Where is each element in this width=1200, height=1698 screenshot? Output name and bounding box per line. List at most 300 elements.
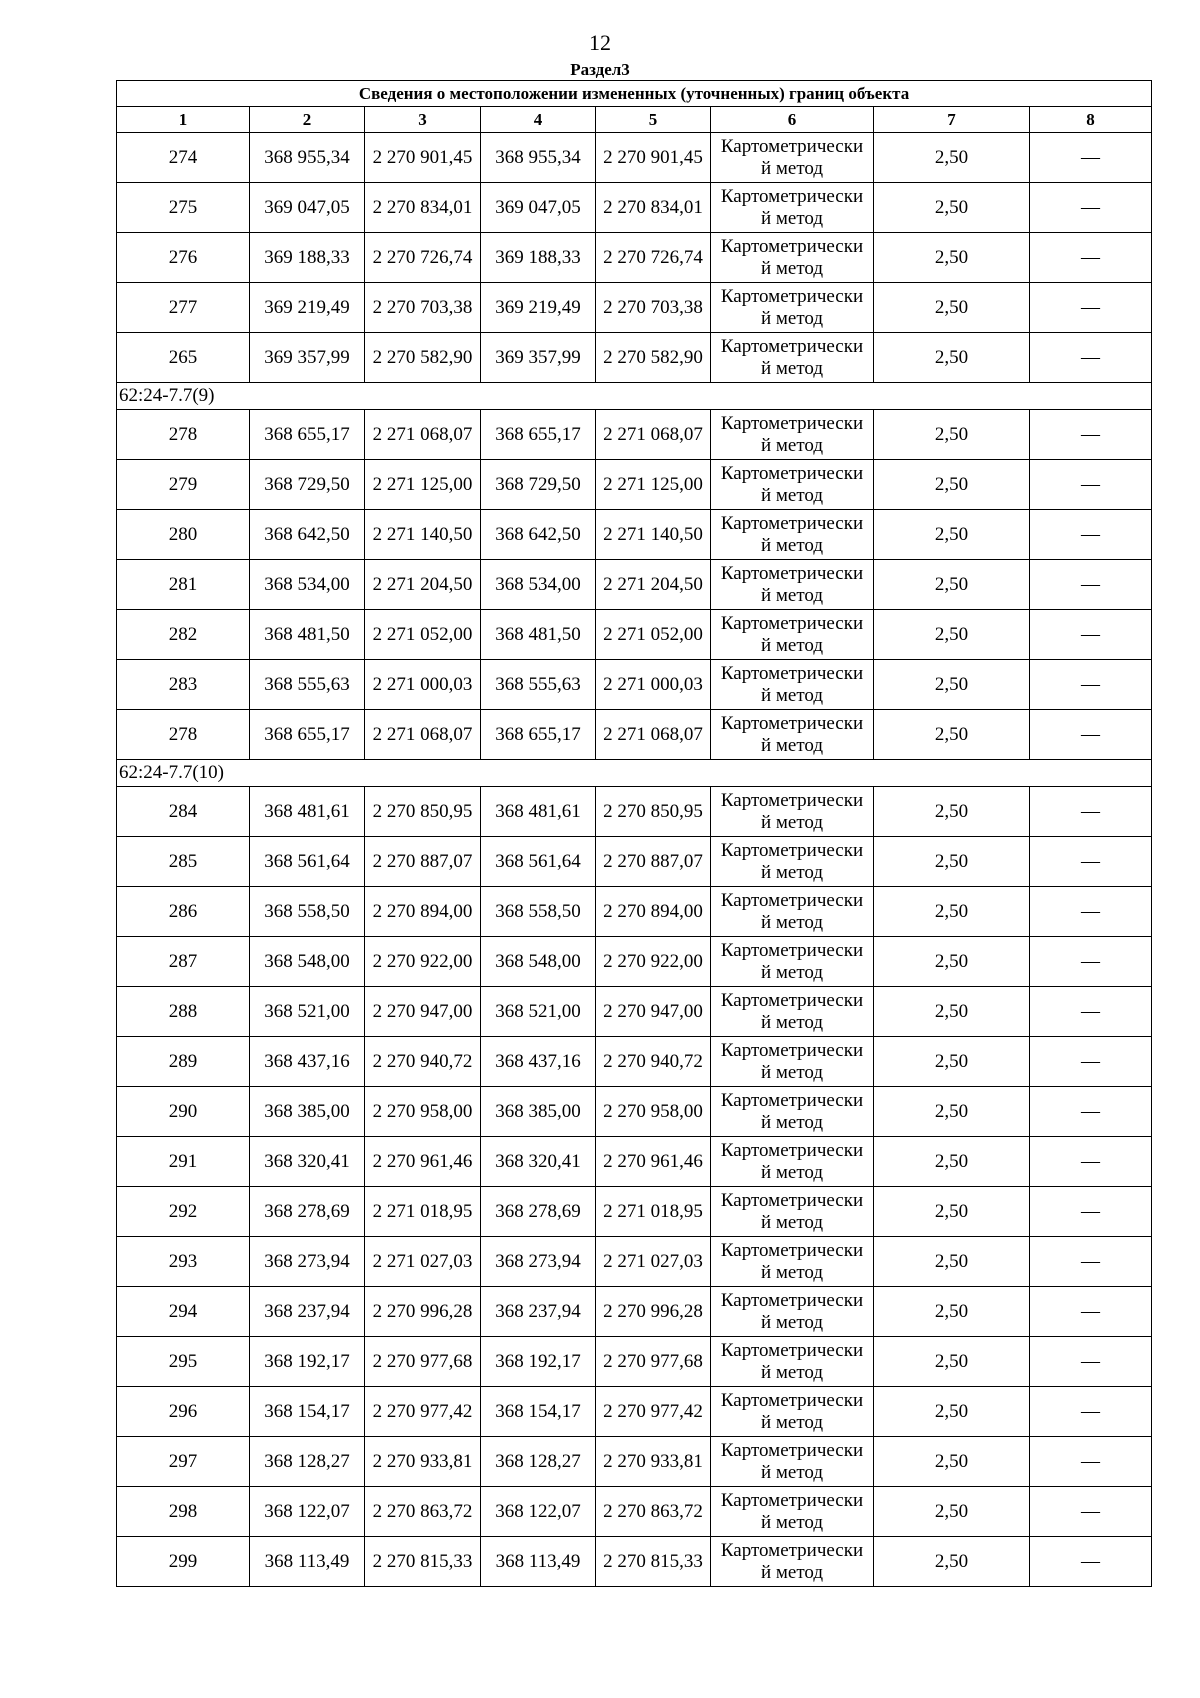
y-existing-cell: 2 270 726,74	[365, 233, 481, 283]
x-existing-cell: 368 437,16	[250, 1037, 365, 1087]
y-existing-cell: 2 270 922,00	[365, 937, 481, 987]
x-existing-cell: 368 113,49	[250, 1537, 365, 1587]
x-existing-cell: 368 154,17	[250, 1387, 365, 1437]
point-number-cell: 291	[117, 1137, 250, 1187]
x-existing-cell: 368 192,17	[250, 1337, 365, 1387]
page-number: 12	[589, 30, 611, 55]
y-new-cell: 2 271 000,03	[596, 660, 711, 710]
table-caption: Сведения о местоположении измененных (уточненных) границ объекта	[117, 81, 1152, 107]
y-existing-cell: 2 271 068,07	[365, 410, 481, 460]
note-cell: —	[1030, 1237, 1152, 1287]
accuracy-cell: 2,50	[874, 183, 1030, 233]
column-number-3: 3	[365, 107, 481, 133]
method-text-line1: Картометрически	[720, 1039, 864, 1061]
accuracy-cell: 2,50	[874, 1337, 1030, 1387]
y-new-cell: 2 270 815,33	[596, 1537, 711, 1587]
y-new-cell: 2 270 958,00	[596, 1087, 711, 1137]
y-new-cell: 2 270 933,81	[596, 1437, 711, 1487]
method-text-line2: й метод	[760, 1411, 824, 1433]
x-existing-cell: 368 320,41	[250, 1137, 365, 1187]
table-row	[117, 1487, 1152, 1537]
method-text-line2: й метод	[760, 534, 824, 556]
point-number-cell: 265	[117, 333, 250, 383]
method-text-line2: й метод	[760, 257, 824, 279]
note-cell: —	[1030, 1387, 1152, 1437]
x-new-cell: 368 278,69	[481, 1187, 596, 1237]
method-text-line2: й метод	[760, 734, 824, 756]
method-cell	[711, 133, 874, 183]
y-new-cell: 2 271 068,07	[596, 710, 711, 760]
y-new-cell: 2 270 977,42	[596, 1387, 711, 1437]
point-number-cell: 299	[117, 1537, 250, 1587]
x-existing-cell: 368 278,69	[250, 1187, 365, 1237]
method-cell	[711, 660, 874, 710]
note-cell: —	[1030, 1037, 1152, 1087]
method-cell	[711, 283, 874, 333]
method-text-line1: Картометрически	[720, 989, 864, 1011]
y-existing-cell: 2 270 815,33	[365, 1537, 481, 1587]
x-existing-cell: 368 955,34	[250, 133, 365, 183]
y-existing-cell: 2 271 068,07	[365, 710, 481, 760]
note-cell: —	[1030, 1137, 1152, 1187]
note-cell: —	[1030, 233, 1152, 283]
y-new-cell: 2 270 940,72	[596, 1037, 711, 1087]
accuracy-cell: 2,50	[874, 1187, 1030, 1237]
note-cell: —	[1030, 1187, 1152, 1237]
method-text-line1: Картометрически	[720, 135, 864, 157]
method-text-line1: Картометрически	[720, 1439, 864, 1461]
y-existing-cell: 2 271 204,50	[365, 560, 481, 610]
y-new-cell: 2 270 996,28	[596, 1287, 711, 1337]
method-cell	[711, 1337, 874, 1387]
y-existing-cell: 2 270 703,38	[365, 283, 481, 333]
x-new-cell: 368 385,00	[481, 1087, 596, 1137]
table-row	[117, 560, 1152, 610]
x-new-cell: 369 047,05	[481, 183, 596, 233]
x-existing-cell: 369 047,05	[250, 183, 365, 233]
accuracy-cell: 2,50	[874, 837, 1030, 887]
point-number-cell: 294	[117, 1287, 250, 1337]
y-existing-cell: 2 270 582,90	[365, 333, 481, 383]
method-text-line2: й метод	[760, 1061, 824, 1083]
x-existing-cell: 368 385,00	[250, 1087, 365, 1137]
x-new-cell: 368 729,50	[481, 460, 596, 510]
method-cell	[711, 1087, 874, 1137]
point-number-cell: 278	[117, 710, 250, 760]
method-cell	[711, 1537, 874, 1587]
accuracy-cell: 2,50	[874, 233, 1030, 283]
x-new-cell: 368 437,16	[481, 1037, 596, 1087]
contour-label: 62:24-7.7(10)	[117, 760, 1152, 787]
accuracy-cell: 2,50	[874, 660, 1030, 710]
note-cell: —	[1030, 837, 1152, 887]
x-new-cell: 368 558,50	[481, 887, 596, 937]
y-existing-cell: 2 270 887,07	[365, 837, 481, 887]
table-row	[117, 660, 1152, 710]
x-new-cell: 368 955,34	[481, 133, 596, 183]
x-new-cell: 368 192,17	[481, 1337, 596, 1387]
accuracy-cell: 2,50	[874, 1037, 1030, 1087]
note-cell: —	[1030, 937, 1152, 987]
table-row	[117, 987, 1152, 1037]
point-number-cell: 293	[117, 1237, 250, 1287]
column-number-7: 7	[874, 107, 1030, 133]
method-text-line2: й метод	[760, 1161, 824, 1183]
table-row	[117, 1087, 1152, 1137]
method-text-line1: Картометрически	[720, 1489, 864, 1511]
note-cell: —	[1030, 1487, 1152, 1537]
x-new-cell: 368 237,94	[481, 1287, 596, 1337]
method-text-line1: Картометрически	[720, 235, 864, 257]
method-cell	[711, 710, 874, 760]
method-cell	[711, 1437, 874, 1487]
x-new-cell: 368 642,50	[481, 510, 596, 560]
note-cell: —	[1030, 887, 1152, 937]
column-number-2: 2	[250, 107, 365, 133]
method-cell	[711, 233, 874, 283]
table-row	[117, 1237, 1152, 1287]
y-new-cell: 2 270 887,07	[596, 837, 711, 887]
y-existing-cell: 2 270 894,00	[365, 887, 481, 937]
method-text-line1: Картометрически	[720, 889, 864, 911]
method-text-line2: й метод	[760, 861, 824, 883]
note-cell: —	[1030, 183, 1152, 233]
method-text-line1: Картометрически	[720, 839, 864, 861]
method-text-line2: й метод	[760, 811, 824, 833]
y-existing-cell: 2 270 958,00	[365, 1087, 481, 1137]
table-row	[117, 410, 1152, 460]
contour-group-row	[117, 760, 1152, 787]
accuracy-cell: 2,50	[874, 133, 1030, 183]
x-new-cell: 368 320,41	[481, 1137, 596, 1187]
note-cell: —	[1030, 133, 1152, 183]
x-new-cell: 368 555,63	[481, 660, 596, 710]
x-new-cell: 368 273,94	[481, 1237, 596, 1287]
method-text-line1: Картометрически	[720, 1389, 864, 1411]
y-existing-cell: 2 271 052,00	[365, 610, 481, 660]
accuracy-cell: 2,50	[874, 937, 1030, 987]
method-cell	[711, 1187, 874, 1237]
y-new-cell: 2 270 703,38	[596, 283, 711, 333]
point-number-cell: 281	[117, 560, 250, 610]
method-text-line1: Картометрически	[720, 712, 864, 734]
point-number-cell: 285	[117, 837, 250, 887]
column-number-row	[117, 107, 1152, 133]
x-existing-cell: 368 555,63	[250, 660, 365, 710]
x-existing-cell: 368 122,07	[250, 1487, 365, 1537]
x-new-cell: 368 655,17	[481, 410, 596, 460]
point-number-cell: 298	[117, 1487, 250, 1537]
y-new-cell: 2 270 582,90	[596, 333, 711, 383]
point-number-cell: 290	[117, 1087, 250, 1137]
point-number-cell: 297	[117, 1437, 250, 1487]
point-number-cell: 286	[117, 887, 250, 937]
method-text-line2: й метод	[760, 584, 824, 606]
point-number-cell: 280	[117, 510, 250, 560]
x-existing-cell: 369 357,99	[250, 333, 365, 383]
x-existing-cell: 368 481,50	[250, 610, 365, 660]
x-existing-cell: 368 548,00	[250, 937, 365, 987]
note-cell: —	[1030, 1337, 1152, 1387]
method-text-line1: Картометрически	[720, 562, 864, 584]
table-row	[117, 937, 1152, 987]
x-new-cell: 368 122,07	[481, 1487, 596, 1537]
y-new-cell: 2 271 018,95	[596, 1187, 711, 1237]
y-existing-cell: 2 270 996,28	[365, 1287, 481, 1337]
y-new-cell: 2 271 204,50	[596, 560, 711, 610]
accuracy-cell: 2,50	[874, 1387, 1030, 1437]
x-new-cell: 369 219,49	[481, 283, 596, 333]
point-number-cell: 274	[117, 133, 250, 183]
method-text-line2: й метод	[760, 1511, 824, 1533]
method-text-line2: й метод	[760, 1311, 824, 1333]
accuracy-cell: 2,50	[874, 1487, 1030, 1537]
y-new-cell: 2 271 140,50	[596, 510, 711, 560]
accuracy-cell: 2,50	[874, 1437, 1030, 1487]
y-new-cell: 2 270 977,68	[596, 1337, 711, 1387]
y-existing-cell: 2 270 947,00	[365, 987, 481, 1037]
method-text-line1: Картометрически	[720, 1239, 864, 1261]
method-cell	[711, 1237, 874, 1287]
table-row	[117, 1287, 1152, 1337]
point-number-cell: 278	[117, 410, 250, 460]
x-new-cell: 368 481,61	[481, 787, 596, 837]
accuracy-cell: 2,50	[874, 1137, 1030, 1187]
point-number-cell: 276	[117, 233, 250, 283]
y-new-cell: 2 270 901,45	[596, 133, 711, 183]
y-existing-cell: 2 270 863,72	[365, 1487, 481, 1537]
table-row	[117, 1137, 1152, 1187]
x-existing-cell: 368 128,27	[250, 1437, 365, 1487]
y-new-cell: 2 270 726,74	[596, 233, 711, 283]
method-text-line1: Картометрически	[720, 185, 864, 207]
point-number-cell: 287	[117, 937, 250, 987]
accuracy-cell: 2,50	[874, 410, 1030, 460]
table-row	[117, 510, 1152, 560]
x-new-cell: 368 154,17	[481, 1387, 596, 1437]
table-row	[117, 610, 1152, 660]
method-cell	[711, 787, 874, 837]
method-cell	[711, 1387, 874, 1437]
method-text-line1: Картометрически	[720, 1539, 864, 1561]
point-number-cell: 282	[117, 610, 250, 660]
y-existing-cell: 2 271 027,03	[365, 1237, 481, 1287]
x-new-cell: 368 481,50	[481, 610, 596, 660]
method-text-line1: Картометрически	[720, 285, 864, 307]
x-existing-cell: 368 521,00	[250, 987, 365, 1037]
method-cell	[711, 610, 874, 660]
y-existing-cell: 2 271 140,50	[365, 510, 481, 560]
x-new-cell: 368 548,00	[481, 937, 596, 987]
method-text-line2: й метод	[760, 307, 824, 329]
accuracy-cell: 2,50	[874, 460, 1030, 510]
method-text-line2: й метод	[760, 684, 824, 706]
method-cell	[711, 837, 874, 887]
x-existing-cell: 368 534,00	[250, 560, 365, 610]
x-new-cell: 368 655,17	[481, 710, 596, 760]
table-row	[117, 787, 1152, 837]
note-cell: —	[1030, 1087, 1152, 1137]
method-text-line2: й метод	[760, 157, 824, 179]
x-new-cell: 369 188,33	[481, 233, 596, 283]
point-number-cell: 292	[117, 1187, 250, 1237]
method-text-line1: Картометрически	[720, 662, 864, 684]
accuracy-cell: 2,50	[874, 1087, 1030, 1137]
y-existing-cell: 2 270 977,68	[365, 1337, 481, 1387]
y-existing-cell: 2 270 961,46	[365, 1137, 481, 1187]
method-text-line2: й метод	[760, 1561, 824, 1583]
y-existing-cell: 2 270 834,01	[365, 183, 481, 233]
method-cell	[711, 1137, 874, 1187]
method-text-line2: й метод	[760, 634, 824, 656]
accuracy-cell: 2,50	[874, 987, 1030, 1037]
method-text-line2: й метод	[760, 961, 824, 983]
note-cell: —	[1030, 460, 1152, 510]
y-existing-cell: 2 270 940,72	[365, 1037, 481, 1087]
column-number-1: 1	[117, 107, 250, 133]
point-number-cell: 295	[117, 1337, 250, 1387]
y-new-cell: 2 270 894,00	[596, 887, 711, 937]
y-existing-cell: 2 270 933,81	[365, 1437, 481, 1487]
method-cell	[711, 410, 874, 460]
x-existing-cell: 368 642,50	[250, 510, 365, 560]
x-existing-cell: 368 237,94	[250, 1287, 365, 1337]
method-text-line1: Картометрически	[720, 1339, 864, 1361]
table-row	[117, 1537, 1152, 1587]
note-cell: —	[1030, 987, 1152, 1037]
accuracy-cell: 2,50	[874, 1237, 1030, 1287]
contour-label: 62:24-7.7(9)	[117, 383, 1152, 410]
y-new-cell: 2 270 947,00	[596, 987, 711, 1037]
point-number-cell: 275	[117, 183, 250, 233]
method-text-line1: Картометрически	[720, 1089, 864, 1111]
method-text-line2: й метод	[760, 1461, 824, 1483]
y-existing-cell: 2 271 000,03	[365, 660, 481, 710]
accuracy-cell: 2,50	[874, 610, 1030, 660]
method-cell	[711, 1487, 874, 1537]
method-cell	[711, 1037, 874, 1087]
table-row	[117, 837, 1152, 887]
table-body	[117, 133, 1152, 1587]
table-row	[117, 1037, 1152, 1087]
note-cell: —	[1030, 1537, 1152, 1587]
column-number-5: 5	[596, 107, 711, 133]
boundary-coordinates-table	[116, 80, 1152, 1587]
accuracy-cell: 2,50	[874, 283, 1030, 333]
x-new-cell: 368 113,49	[481, 1537, 596, 1587]
note-cell: —	[1030, 787, 1152, 837]
method-cell	[711, 987, 874, 1037]
x-new-cell: 368 561,64	[481, 837, 596, 887]
method-text-line1: Картометрически	[720, 1189, 864, 1211]
method-cell	[711, 460, 874, 510]
x-existing-cell: 368 655,17	[250, 710, 365, 760]
x-existing-cell: 368 558,50	[250, 887, 365, 937]
y-new-cell: 2 270 834,01	[596, 183, 711, 233]
note-cell: —	[1030, 410, 1152, 460]
method-text-line1: Картометрически	[720, 939, 864, 961]
method-text-line1: Картометрически	[720, 512, 864, 534]
x-new-cell: 369 357,99	[481, 333, 596, 383]
method-text-line1: Картометрически	[720, 1139, 864, 1161]
table-row	[117, 1387, 1152, 1437]
x-new-cell: 368 128,27	[481, 1437, 596, 1487]
table-row	[117, 710, 1152, 760]
point-number-cell: 288	[117, 987, 250, 1037]
table-row	[117, 1187, 1152, 1237]
y-new-cell: 2 271 125,00	[596, 460, 711, 510]
column-number-4: 4	[481, 107, 596, 133]
column-number-6: 6	[711, 107, 874, 133]
note-cell: —	[1030, 333, 1152, 383]
method-cell	[711, 937, 874, 987]
table-row	[117, 1437, 1152, 1487]
y-new-cell: 2 270 850,95	[596, 787, 711, 837]
method-text-line2: й метод	[760, 207, 824, 229]
note-cell: —	[1030, 1437, 1152, 1487]
y-new-cell: 2 270 961,46	[596, 1137, 711, 1187]
accuracy-cell: 2,50	[874, 1537, 1030, 1587]
y-new-cell: 2 270 922,00	[596, 937, 711, 987]
accuracy-cell: 2,50	[874, 560, 1030, 610]
x-existing-cell: 369 188,33	[250, 233, 365, 283]
note-cell: —	[1030, 283, 1152, 333]
accuracy-cell: 2,50	[874, 333, 1030, 383]
point-number-cell: 277	[117, 283, 250, 333]
y-existing-cell: 2 271 125,00	[365, 460, 481, 510]
table-row	[117, 183, 1152, 233]
method-text-line2: й метод	[760, 911, 824, 933]
y-existing-cell: 2 270 977,42	[365, 1387, 481, 1437]
method-text-line2: й метод	[760, 1361, 824, 1383]
accuracy-cell: 2,50	[874, 887, 1030, 937]
y-new-cell: 2 271 052,00	[596, 610, 711, 660]
method-text-line1: Картометрически	[720, 462, 864, 484]
table-row	[117, 233, 1152, 283]
method-text-line1: Картометрически	[720, 1289, 864, 1311]
section-title: Раздел3	[570, 60, 630, 79]
note-cell: —	[1030, 560, 1152, 610]
accuracy-cell: 2,50	[874, 787, 1030, 837]
method-text-line1: Картометрически	[720, 789, 864, 811]
table-row	[117, 333, 1152, 383]
x-new-cell: 368 534,00	[481, 560, 596, 610]
y-new-cell: 2 271 068,07	[596, 410, 711, 460]
y-existing-cell: 2 270 901,45	[365, 133, 481, 183]
note-cell: —	[1030, 610, 1152, 660]
x-existing-cell: 368 655,17	[250, 410, 365, 460]
method-text-line2: й метод	[760, 357, 824, 379]
table-row	[117, 460, 1152, 510]
contour-group-row	[117, 383, 1152, 410]
y-new-cell: 2 271 027,03	[596, 1237, 711, 1287]
method-text-line2: й метод	[760, 1261, 824, 1283]
method-text-line2: й метод	[760, 484, 824, 506]
point-number-cell: 296	[117, 1387, 250, 1437]
x-existing-cell: 368 481,61	[250, 787, 365, 837]
x-existing-cell: 368 729,50	[250, 460, 365, 510]
point-number-cell: 279	[117, 460, 250, 510]
column-number-8: 8	[1030, 107, 1152, 133]
method-text-line2: й метод	[760, 1211, 824, 1233]
table-row	[117, 887, 1152, 937]
x-existing-cell: 368 561,64	[250, 837, 365, 887]
method-cell	[711, 333, 874, 383]
method-text-line2: й метод	[760, 434, 824, 456]
table-row	[117, 1337, 1152, 1387]
x-existing-cell: 368 273,94	[250, 1237, 365, 1287]
x-new-cell: 368 521,00	[481, 987, 596, 1037]
